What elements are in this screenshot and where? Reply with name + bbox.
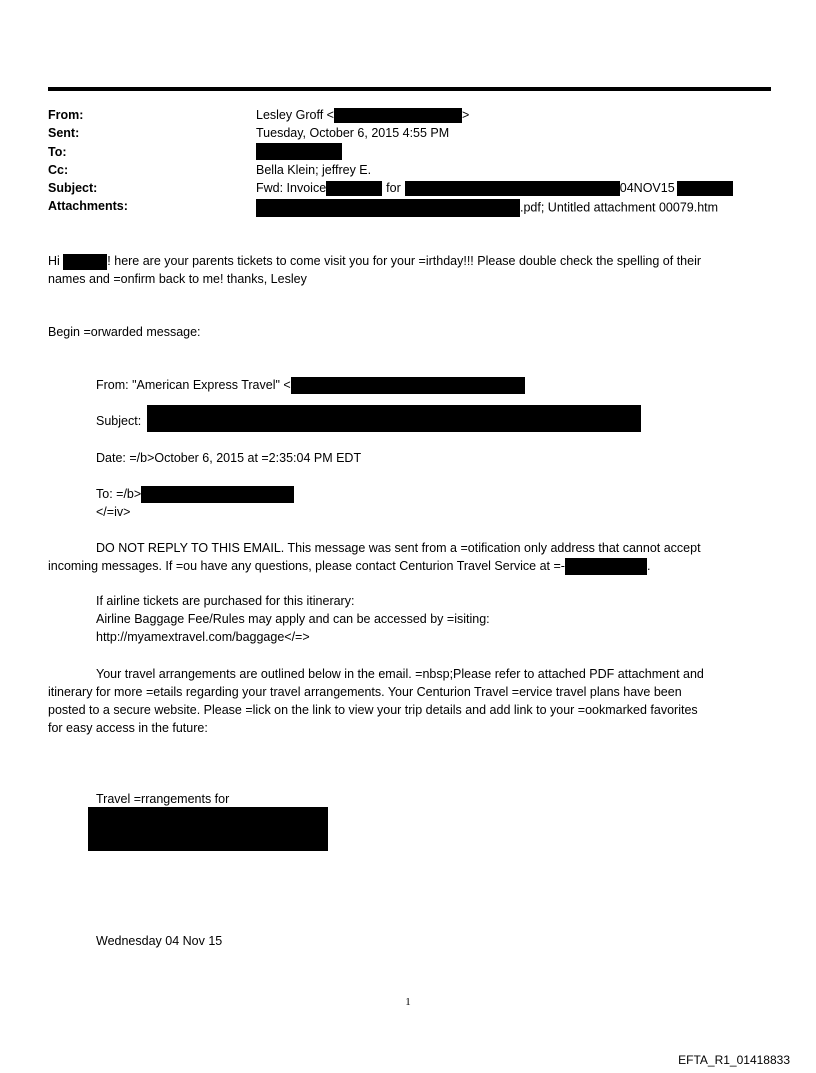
redaction-block (141, 486, 294, 503)
fwd-to-label: To: =/b> (96, 487, 142, 501)
redaction-block (565, 558, 647, 575)
attachments-text: .pdf; Untitled attachment 00079.htm (520, 200, 719, 215)
fwd-to (96, 485, 294, 503)
sent-value: Tuesday, October 6, 2015 4:55 PM (256, 126, 450, 140)
arrangements-line-4: for easy access in the future: (48, 721, 208, 735)
from-name: Lesley Groff < (256, 108, 334, 122)
subject-for: for (386, 181, 401, 195)
subject-value (256, 181, 733, 196)
begin-forwarded: Begin =orwarded message: (48, 325, 201, 339)
baggage-line-2: Airline Baggage Fee/Rules may apply and can be accessed by =isiting: (96, 612, 490, 626)
subject-label: Subject: (48, 181, 98, 195)
to-label: To: (48, 145, 67, 159)
baggage-line-1: If airline tickets are purchased for this itinerary: (96, 594, 355, 608)
attachments-value (256, 199, 718, 217)
redaction-block (677, 181, 733, 196)
redaction-block (291, 377, 525, 394)
noreply-line-2 (48, 557, 650, 575)
fwd-div: </=iv> (96, 505, 131, 519)
from-close: > (461, 108, 470, 122)
greeting-line-2: names and =onfirm back to me! thanks, Lesley (48, 272, 307, 286)
attachments-label: Attachments: (48, 199, 128, 213)
footer-id: EFTA_R1_01418833 (678, 1053, 790, 1067)
sent-label: Sent: (48, 126, 80, 140)
redaction-block (326, 181, 382, 196)
arrangements-line-3: posted to a secure website. Please =lick on the link to view your trip details and add link to your =ookmarked favorites (48, 703, 698, 717)
fwd-subject-label: Subject: (96, 414, 142, 428)
arrangements-line-1: Your travel arrangements are outlined below in the email. =nbsp;Please refer to attached PDF attachment and (96, 667, 704, 681)
fwd-from-text: From: "American Express Travel" < (96, 378, 291, 392)
fwd-subject (96, 412, 141, 430)
noreply-end: . (646, 559, 651, 573)
from-value (256, 108, 469, 123)
redaction-block (147, 405, 641, 432)
subject-date: 04NOV15 (619, 181, 675, 195)
cc-value: Bella Klein; jeffrey E. (256, 163, 372, 177)
greeting-text: ! here are your parents tickets to come visit you for your =irthday!!! Please double check the spelling of their (107, 254, 702, 268)
redaction-block (334, 108, 462, 123)
redaction-block (63, 254, 107, 270)
page-number: 1 (405, 996, 411, 1008)
date-line: Wednesday 04 Nov 15 (96, 934, 223, 948)
arrangements-line-2: itinerary for more =etails regarding your travel arrangements. Your Centurion Travel =ervice travel plans have been (48, 685, 682, 699)
travel-arrangements-for: Travel =rrangements for (96, 792, 230, 806)
from-label: From: (48, 108, 84, 122)
redaction-block (88, 807, 328, 851)
noreply-line-1: DO NOT REPLY TO THIS EMAIL. This message was sent from a =otification only address that cannot accept (96, 541, 701, 555)
greeting-line (48, 252, 701, 270)
subject-prefix: Fwd: Invoice (256, 181, 327, 195)
noreply-text: incoming messages. If =ou have any questions, please contact Centurion Travel Service at =- (48, 559, 565, 573)
fwd-from (96, 376, 525, 394)
redaction-block (256, 199, 520, 217)
baggage-link[interactable]: http://myamextravel.com/baggage</=> (96, 630, 310, 644)
greeting-hi: Hi (48, 254, 60, 268)
redaction-block (405, 181, 620, 196)
cc-label: Cc: (48, 163, 69, 177)
header-rule (48, 87, 771, 91)
redaction-block (256, 143, 342, 160)
fwd-date: Date: =/b>October 6, 2015 at =2:35:04 PM EDT (96, 451, 362, 465)
